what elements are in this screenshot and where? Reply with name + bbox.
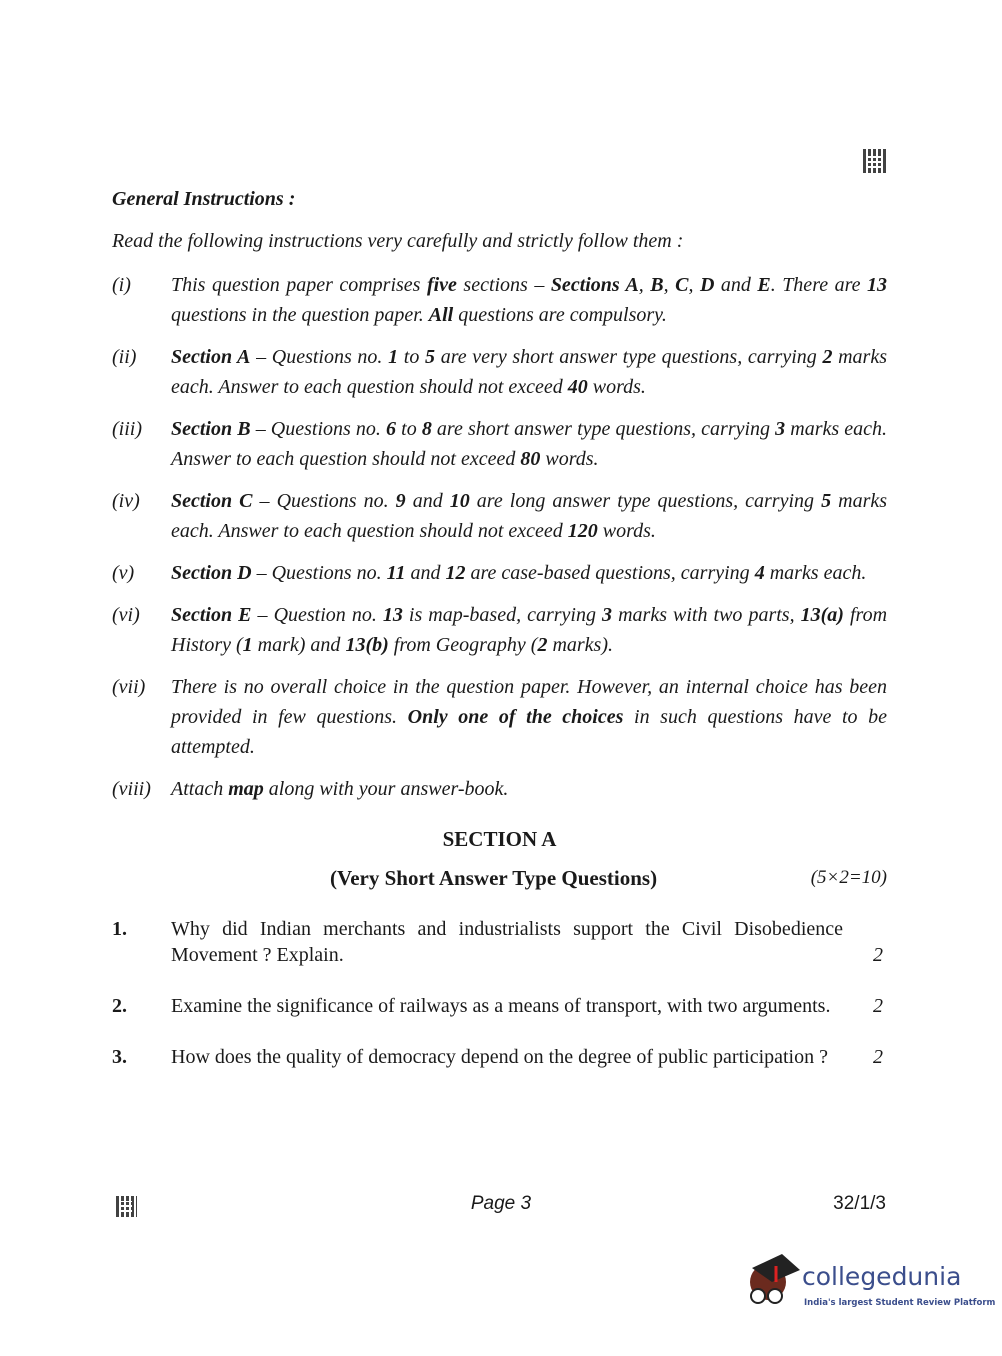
question xyxy=(112,916,887,968)
section-title: SECTION A xyxy=(442,827,557,851)
instruction-number: (i) xyxy=(112,274,131,296)
instruction-emphasis: Only one of the choices xyxy=(407,706,624,728)
instruction-emphasis: E xyxy=(757,274,771,296)
instruction-segment: This question paper comprises xyxy=(171,274,427,296)
instruction-segment: are case-based questions, carrying xyxy=(465,562,755,584)
instruction-segment: , xyxy=(638,274,651,296)
instruction-segment: words. xyxy=(597,520,656,542)
instruction-segment: words. xyxy=(540,448,599,470)
instruction-segment: – Questions no. xyxy=(252,490,396,512)
instruction-emphasis: 5 xyxy=(821,490,832,512)
instruction-segment: marks each. Answer to each question should not exceed xyxy=(171,418,888,470)
instruction-segment: and xyxy=(405,490,450,512)
logo-tagline: India's largest Student Review Platform xyxy=(804,1298,996,1308)
instruction-number: (vii) xyxy=(112,676,146,698)
instruction-text xyxy=(171,342,887,402)
question-text: How does the quality of democracy depend on the degree of public participation ? xyxy=(171,1046,828,1068)
instruction-segment: questions are compulsory. xyxy=(453,304,667,326)
instruction-emphasis: 40 xyxy=(567,376,588,398)
instruction-emphasis: 3 xyxy=(775,418,786,440)
instruction-number: (ii) xyxy=(112,346,137,368)
general-instructions-intro: Read the following instructions very carefully and strictly follow them : xyxy=(112,230,684,252)
instruction-segment: to xyxy=(398,346,426,368)
instruction-segment: are short answer type questions, carrying xyxy=(431,418,776,440)
instruction-item xyxy=(112,486,887,546)
mascot-icon xyxy=(742,1248,802,1318)
instruction-item xyxy=(112,558,887,588)
instruction-emphasis: 120 xyxy=(567,520,598,542)
instruction-segment: – Questions no. xyxy=(250,418,387,440)
instruction-segment: – Questions no. xyxy=(250,346,389,368)
collegedunia-logo xyxy=(742,1248,996,1318)
instruction-number: (iv) xyxy=(112,490,140,512)
question-marks: 2 xyxy=(873,995,883,1017)
instruction-emphasis: 5 xyxy=(425,346,436,368)
instruction-emphasis: 80 xyxy=(520,448,541,470)
instruction-emphasis: 10 xyxy=(449,490,470,512)
page-number: Page 3 xyxy=(470,1193,532,1214)
instruction-emphasis: 13 xyxy=(382,604,403,626)
instruction-emphasis: five xyxy=(426,274,457,296)
instruction-emphasis: Section A xyxy=(171,346,251,368)
instruction-text xyxy=(171,270,887,330)
instruction-item xyxy=(112,414,887,474)
instruction-number: (viii) xyxy=(112,778,151,800)
instruction-emphasis: map xyxy=(228,778,264,800)
instruction-emphasis: Section D xyxy=(171,562,252,584)
instruction-segment: questions in the question paper. xyxy=(171,304,429,326)
question-number: 3. xyxy=(112,1046,127,1068)
instruction-segment: , xyxy=(663,274,676,296)
instruction-segment: – Question no. xyxy=(251,604,383,626)
instruction-segment: and xyxy=(405,562,446,584)
instruction-text xyxy=(171,486,887,546)
question xyxy=(112,993,887,1019)
instruction-number: (vi) xyxy=(112,604,140,626)
section-header-row xyxy=(112,864,887,892)
instruction-emphasis: Sections A xyxy=(550,274,639,296)
instruction-emphasis: 2 xyxy=(537,634,548,656)
instruction-segment: and xyxy=(714,274,758,296)
instruction-text xyxy=(171,600,887,660)
instruction-text xyxy=(171,672,887,762)
paper-code: 32/1/3 xyxy=(833,1193,886,1214)
question xyxy=(112,1044,887,1070)
instruction-text xyxy=(171,414,887,474)
qr-code-icon xyxy=(116,1196,137,1217)
general-instructions-title: General Instructions : xyxy=(112,188,296,210)
instruction-emphasis: 9 xyxy=(395,490,406,512)
question-number: 1. xyxy=(112,918,127,940)
page-content xyxy=(112,186,887,1095)
instruction-segment: words. xyxy=(587,376,646,398)
instruction-segment: in such questions have to be attempted. xyxy=(171,706,887,758)
qr-code-icon xyxy=(863,149,887,173)
instruction-emphasis: C xyxy=(675,274,689,296)
instruction-segment: are very short answer type questions, carrying xyxy=(435,346,823,368)
instruction-emphasis: 6 xyxy=(386,418,397,440)
instruction-item xyxy=(112,774,887,804)
instruction-emphasis: 4 xyxy=(754,562,765,584)
question-marks: 2 xyxy=(873,1046,883,1068)
instruction-segment: marks each. Answer to each question should not exceed xyxy=(171,490,888,542)
instruction-segment: is map-based, carrying xyxy=(402,604,603,626)
section-subtitle: (Very Short Answer Type Questions) xyxy=(330,866,658,890)
instruction-segment: marks). xyxy=(547,634,613,656)
instruction-segment: mark) and xyxy=(252,634,346,656)
instruction-emphasis: Section B xyxy=(171,418,251,440)
instruction-segment: are long answer type questions, carrying xyxy=(469,490,822,512)
section-marks: (5×2=10) xyxy=(810,867,887,888)
instruction-segment: along with your answer-book. xyxy=(263,778,509,800)
instruction-segment: sections – xyxy=(456,274,551,296)
instruction-segment: marks with two parts, xyxy=(612,604,801,626)
logo-name: collegedunia xyxy=(802,1262,962,1291)
instruction-emphasis: 8 xyxy=(421,418,432,440)
instruction-segment: from Geography ( xyxy=(388,634,538,656)
instruction-emphasis: 1 xyxy=(242,634,253,656)
instruction-number: (iii) xyxy=(112,418,142,440)
instruction-number: (v) xyxy=(112,562,135,584)
instruction-emphasis: Section C xyxy=(171,490,253,512)
instruction-segment: to xyxy=(396,418,422,440)
instruction-segment: from History ( xyxy=(171,604,888,656)
instruction-segment: , xyxy=(688,274,700,296)
instruction-text xyxy=(171,774,887,804)
instruction-emphasis: 2 xyxy=(822,346,833,368)
instruction-emphasis: 13(a) xyxy=(800,604,844,626)
question-number: 2. xyxy=(112,995,127,1017)
instruction-segment: – Questions no. xyxy=(251,562,387,584)
instruction-emphasis: 12 xyxy=(445,562,466,584)
instruction-segment: Attach xyxy=(171,778,229,800)
instructions-list xyxy=(112,270,887,804)
question-text: Examine the significance of railways as a means of transport, with two arguments. xyxy=(171,995,831,1017)
instruction-emphasis: Section E xyxy=(171,604,252,626)
instruction-emphasis: 13 xyxy=(867,274,887,296)
instruction-emphasis: D xyxy=(699,274,715,296)
instruction-emphasis: 11 xyxy=(386,562,406,584)
instruction-item xyxy=(112,342,887,402)
instruction-text xyxy=(171,558,887,588)
question-text: Why did Indian merchants and industrialists support the Civil Disobedience Movement ? Explain. xyxy=(171,918,843,966)
instruction-emphasis: 13(b) xyxy=(345,634,389,656)
instruction-segment: marks each. xyxy=(764,562,867,584)
instruction-segment: There is no overall choice in the question paper. However, an internal choice has been provided in few questions. xyxy=(171,676,887,728)
question-marks: 2 xyxy=(873,944,883,966)
instruction-emphasis: 3 xyxy=(602,604,613,626)
questions-list xyxy=(112,916,887,1070)
instruction-item xyxy=(112,672,887,762)
instruction-segment: . There are xyxy=(770,274,867,296)
instruction-emphasis: 1 xyxy=(388,346,399,368)
instruction-emphasis: B xyxy=(650,274,664,296)
instruction-item xyxy=(112,270,887,330)
instruction-segment: marks each. Answer to each question should not exceed xyxy=(171,346,888,398)
instruction-emphasis: All xyxy=(428,304,454,326)
instruction-item xyxy=(112,600,887,660)
